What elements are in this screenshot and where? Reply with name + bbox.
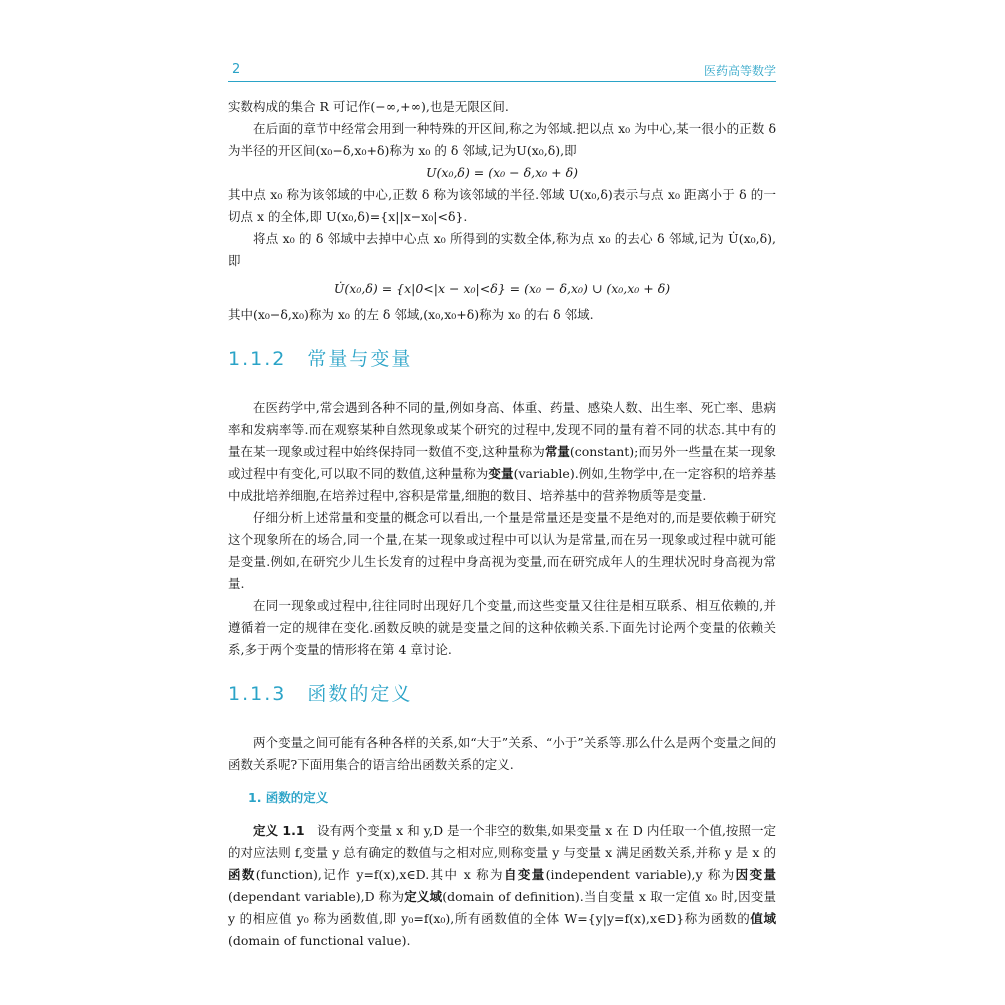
definition-label: 定义 1.1 — [253, 823, 305, 838]
paragraph-relativity: 仔细分析上述常量和变量的概念可以看出,一个量是常量还是变量不是绝对的,而是要依赖于研究这个现象所在的场合,同一个量,在某一现象或过程中可以认为是常量,而在另一现象或过程中就可能是变量.例如,在研究少儿生长发育的过程中身高视为变量,而在研究成年人的生理状况时身高视为常量. — [228, 510, 776, 591]
book-page — [228, 0, 776, 1005]
paragraph-left-right-neighborhood: 其中(x₀−δ,x₀)称为 x₀ 的左 δ 邻域,(x₀,x₀+δ)称为 x₀ 的右 δ 邻域. — [228, 307, 594, 322]
term-independent-variable: 自变量 — [503, 867, 546, 882]
text-run: (variable).例如,生物学中,在一定容积的培养基中成批培养细胞,在培养过程中,容积是常量,细胞的数目、培养基中的营养物质等是变量. — [228, 466, 776, 503]
paragraph-neighborhood-intro: 在后面的章节中经常会用到一种特殊的开区间,称之为邻域.把以点 x₀ 为中心,某一很小的正数 δ 为半径的开区间(x₀−δ,x₀+δ)称为 x₀ 的 δ 邻域,记为U(x₀,δ),即 — [228, 121, 776, 158]
text-run: (independent variable),y 称为 — [545, 867, 736, 882]
paragraph-constants-variables — [228, 397, 776, 507]
text-run: (domain of definition).当自变量 x 取一定值 x₀ 时,因变量 y 的相应值 y₀ 称为函数值,即 y₀=f(x₀),所有函数值的全体 W={y|y=f(x),x∈D}称为函数的 — [228, 889, 776, 926]
subheading-function-definition: 1. 函数的定义 — [248, 790, 329, 805]
equation-neighborhood: U(x₀,δ) = (x₀ − δ,x₀ + δ) — [425, 165, 578, 180]
term-domain: 定义域 — [404, 889, 443, 904]
header-rule — [228, 81, 776, 82]
term-variable: 变量 — [488, 466, 514, 481]
section-heading-1-1-3: 1.1.3 函数的定义 — [228, 683, 413, 705]
running-header — [228, 62, 776, 80]
paragraph-function-relation: 两个变量之间可能有各种各样的关系,如“大于”关系、“小于”关系等.那么什么是两个变量之间的函数关系呢?下面用集合的语言给出函数关系的定义. — [228, 735, 776, 772]
page-body — [228, 96, 776, 952]
page-number: 2 — [232, 62, 241, 77]
text-run: (constant);而另外一些量在某一现象或过程中有变化,可以取不同的数值,这种量称为 — [228, 444, 776, 481]
paragraph-deleted-neighborhood: 将点 x₀ 的 δ 邻域中去掉中心点 x₀ 所得到的实数全体,称为点 x₀ 的去心 δ 邻域,记为 U̇(x₀,δ),即 — [228, 231, 776, 268]
section-heading-1-1-2: 1.1.2 常量与变量 — [228, 348, 413, 370]
text-run: 设有两个变量 x 和 y,D 是一个非空的数集,如果变量 x 在 D 内任取一个值,按照一定的对应法则 f,变量 y 总有确定的数值与之相对应,则称变量 y 与变量 x 满足函数关系,并称 y 是 x 的 — [228, 823, 776, 860]
book-title: 医药高等数学 — [703, 64, 776, 78]
term-function: 函数 — [228, 867, 256, 882]
term-constant: 常量 — [544, 444, 570, 459]
paragraph-real-set: 实数构成的集合 R 可记作(−∞,+∞),也是无限区间. — [228, 99, 509, 114]
text-run: (domain of functional value). — [228, 933, 411, 948]
paragraph-dependency: 在同一现象或过程中,往往同时出现好几个变量,而这些变量又往往是相互联系、相互依赖的,并遵循着一定的规律在变化.函数反映的就是变量之间的这种依赖关系.下面先讨论两个变量的依赖关系,多于两个变量的情形将在第 4 章讨论. — [228, 598, 776, 657]
text-run: 在医药学中,常会遇到各种不同的量,例如身高、体重、药量、感染人数、出生率、死亡率、患病率和发病率等.而在观察某种自然现象或某个研究的过程中,发现不同的量有着不同的状态.其中有的量在某一现象或过程中始终保持同一数值不变,这种量称为 — [228, 400, 776, 459]
term-range: 值域 — [750, 911, 776, 926]
paragraph-definition-1-1 — [228, 820, 776, 952]
text-run: (dependant variable),D 称为 — [228, 889, 405, 904]
paragraph-neighborhood-center: 其中点 x₀ 称为该邻域的中心,正数 δ 称为该邻域的半径.邻域 U(x₀,δ)表示与点 x₀ 距离小于 δ 的一切点 x 的全体,即 U(x₀,δ)={x||x−x₀|<δ}. — [228, 187, 776, 224]
text-run: (function),记作 y=f(x),x∈D.其中 x 称为 — [255, 867, 504, 882]
term-dependent-variable: 因变量 — [735, 867, 776, 882]
equation-deleted-neighborhood: U̇(x₀,δ) = {x|0<|x − x₀|<δ} = (x₀ − δ,x₀) ∪ (x₀,x₀ + δ) — [333, 281, 671, 296]
